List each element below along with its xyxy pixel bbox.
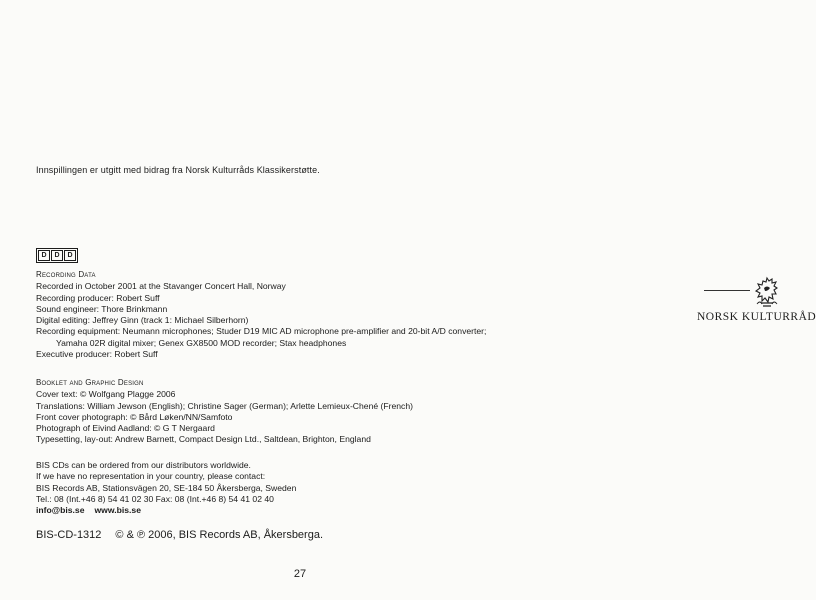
booklet-line: Typesetting, lay-out: Andrew Barnett, Compact Design Ltd., Saltdean, Brighton, England <box>36 434 371 445</box>
norsk-kulturrad-logo <box>348 138 816 323</box>
logo-rule <box>704 290 750 291</box>
recording-line: Recording producer: Robert Suff <box>36 292 160 303</box>
website-address: www.bis.se <box>94 505 141 516</box>
booklet-design-heading: Booklet and Graphic Design <box>36 378 144 387</box>
booklet-line: Front cover photograph: © Bård Løken/NN/Samfoto <box>36 411 233 422</box>
ddd-letter: D <box>38 250 50 261</box>
recording-line: Digital editing: Jeffrey Ginn (track 1: Michael Silberhorn) <box>36 315 249 326</box>
catalog-line <box>36 529 323 541</box>
recording-line: Recorded in October 2001 at the Stavanger Concert Hall, Norway <box>36 281 286 292</box>
booklet-line: Translations: William Jewson (English); Christine Sager (German); Arlette Lemieux-Chené (French) <box>36 400 413 411</box>
copyright-notice: © & ℗ 2006, BIS Records AB, Åkersberga. <box>115 529 324 541</box>
booklet-line: Photograph of Eivind Aadland: © G T Nergaard <box>36 423 215 434</box>
contact-links <box>36 505 296 516</box>
ddd-letter: D <box>51 250 63 261</box>
booklet-design-section <box>36 377 413 446</box>
ordering-line: If we have no representation in your country, please contact: <box>36 471 266 482</box>
ordering-line: Tel.: 08 (Int.+46 8) 54 41 02 30 Fax: 08 (Int.+46 8) 54 41 02 40 <box>36 493 274 504</box>
recording-line: Sound engineer: Thore Brinkmann <box>36 303 168 314</box>
catalog-number: BIS-CD-1312 <box>36 529 102 541</box>
ordering-info-section <box>36 460 296 516</box>
booklet-line: Cover text: © Wolfgang Plagge 2006 <box>36 389 176 400</box>
page-number: 27 <box>293 568 307 580</box>
ddd-letter: D <box>64 250 76 261</box>
lion-crest-icon <box>752 276 782 310</box>
logo-wordmark: NORSK KULTURRÅD <box>697 311 816 323</box>
recording-equipment-continued: Yamaha 02R digital mixer; Genex GX8500 MOD recorder; Stax headphones <box>56 337 347 348</box>
ordering-line: BIS CDs can be ordered from our distributors worldwide. <box>36 460 251 470</box>
executive-producer-line: Executive producer: Robert Suff <box>36 349 158 360</box>
email-address: info@bis.se <box>36 505 85 516</box>
support-statement: Innspillingen er utgitt med bidrag fra Norsk Kulturråds Klassikerstøtte. <box>36 165 320 175</box>
recording-data-section <box>36 269 486 360</box>
recording-line: Recording equipment: Neumann microphones; Studer D19 MIC AD microphone pre-amplifier and 20-bit A/D converter; <box>36 326 487 337</box>
ddd-code-badge <box>36 248 78 263</box>
ordering-line: BIS Records AB, Stationsvägen 20, SE-184 50 Åkersberga, Sweden <box>36 482 297 493</box>
recording-data-heading: Recording Data <box>36 270 96 279</box>
